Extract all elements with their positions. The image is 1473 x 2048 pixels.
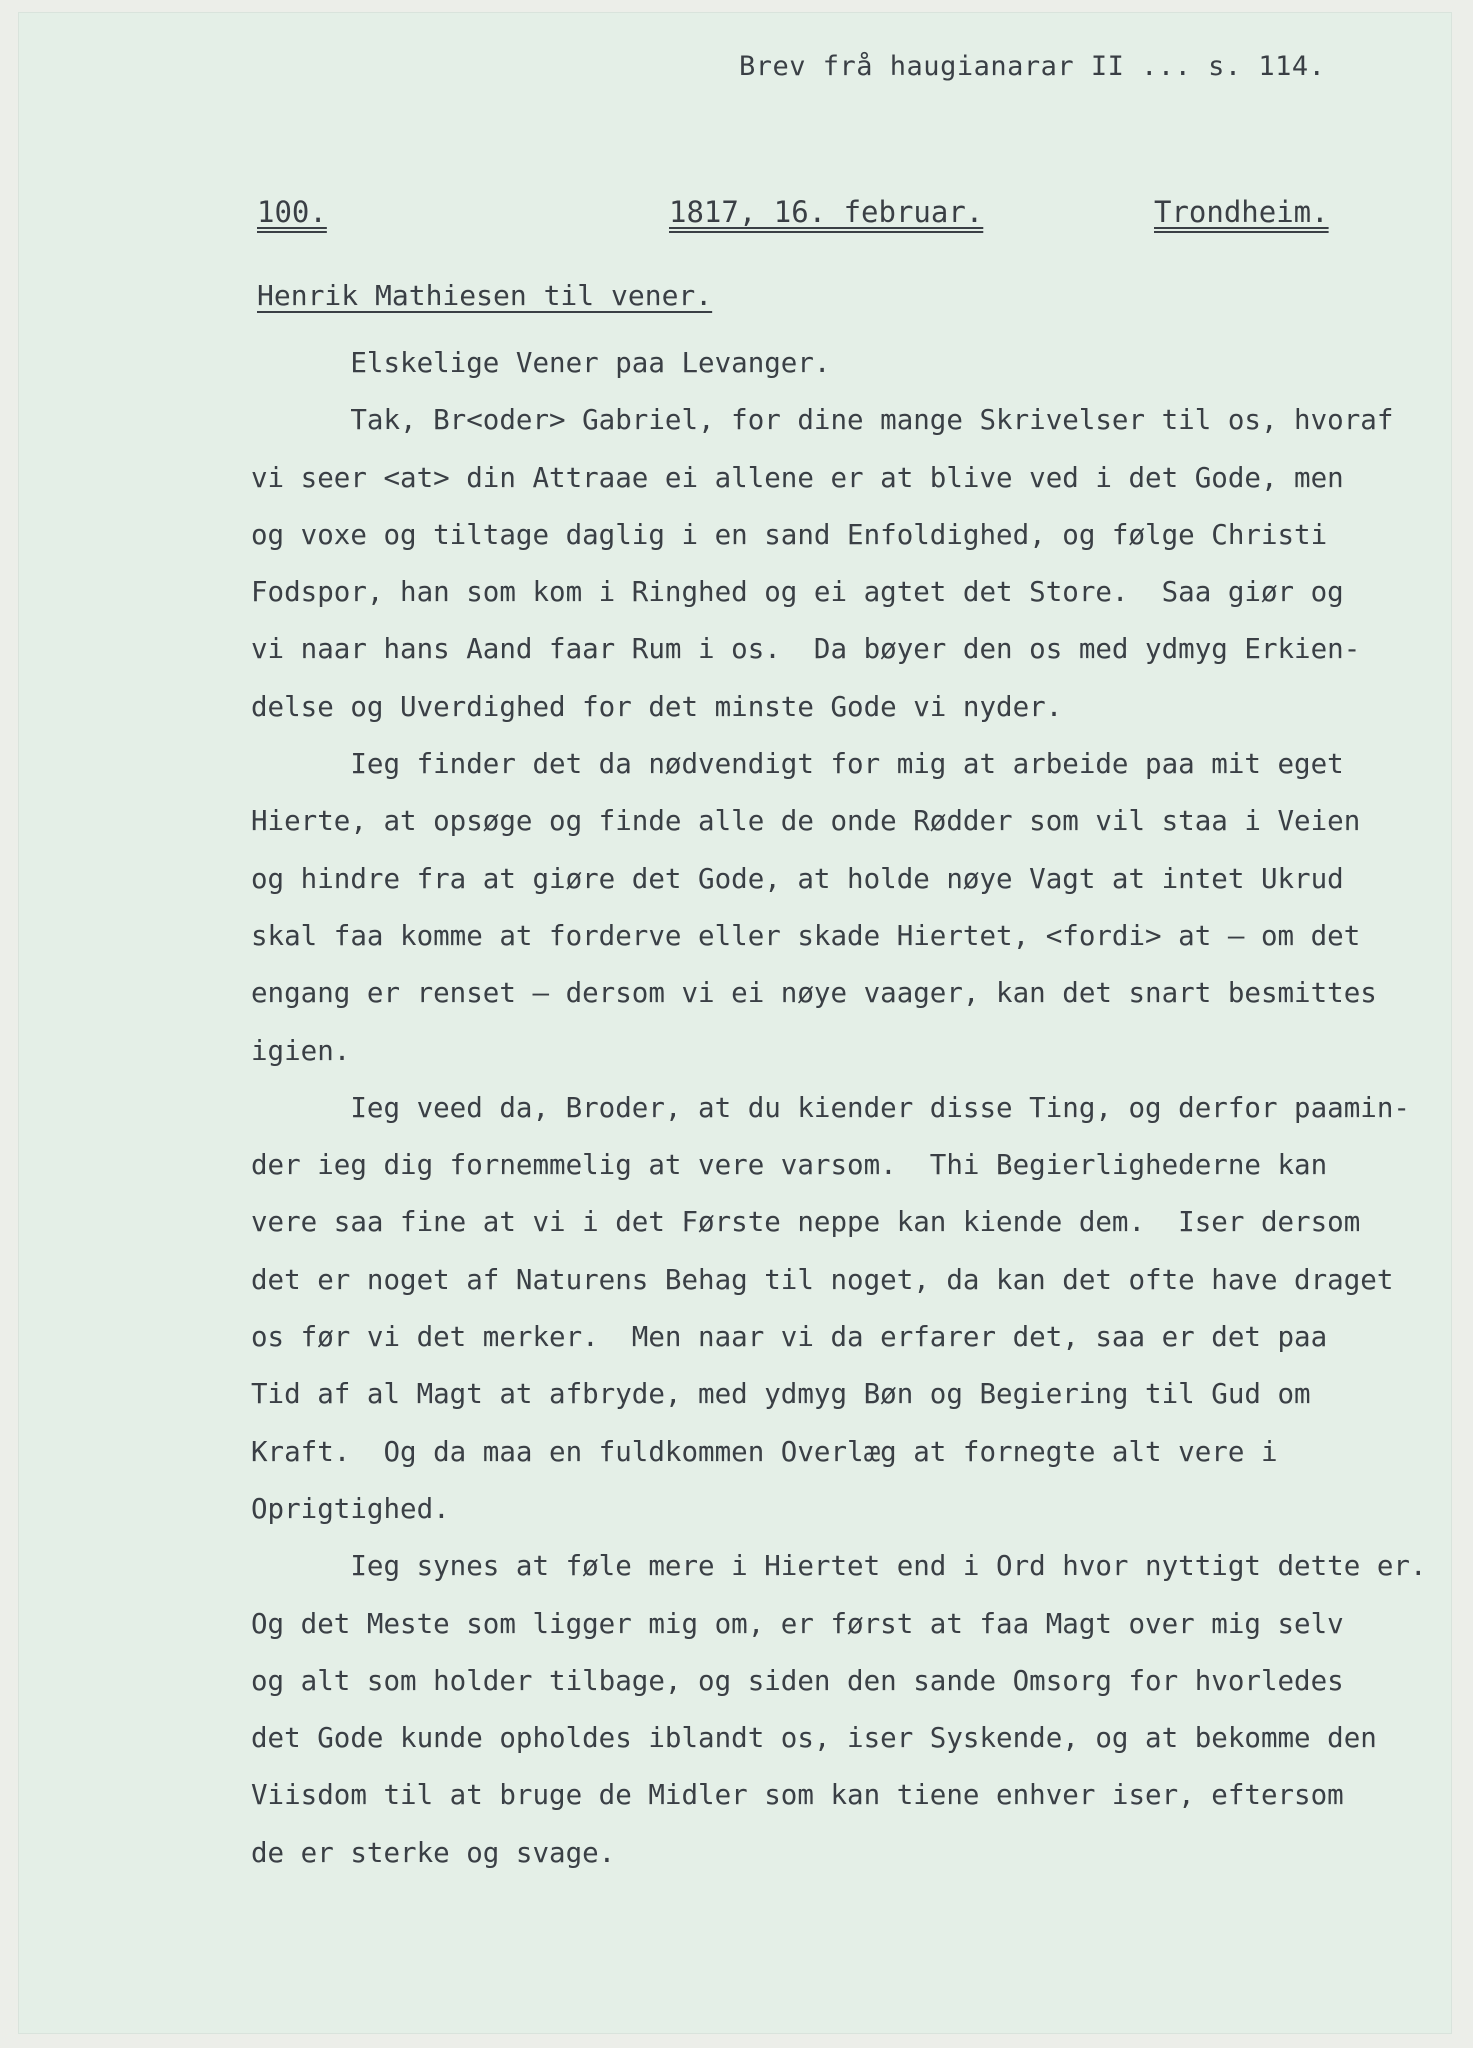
text-line: Ieg veed da, Broder, at du kiender disse Ting, og derfor paamin-: [251, 1091, 1410, 1124]
text-line: og alt som holder tilbage, og siden den sande Omsorg for hvorledes: [251, 1664, 1344, 1697]
text-line: og hindre fra at giøre det Gode, at holde nøye Vagt at intet Ukrud: [251, 862, 1344, 895]
text-line: Elskelige Vener paa Levanger.: [251, 347, 831, 379]
text-line: vi naar hans Aand faar Rum i os. Da bøyer den os med ydmyg Erkien-: [251, 633, 1361, 666]
text-line: det Gode kunde opholdes iblandt os, iser Syskende, og at bekomme den: [251, 1722, 1377, 1755]
letter-date: 1817, 16. februar.: [669, 195, 984, 229]
text-line: engang er renset — dersom vi ei nøye vaager, kan det snart besmittes: [251, 977, 1377, 1010]
text-line: det er noget af Naturens Behag til noget, da kan det ofte have draget: [251, 1263, 1394, 1296]
text-line: os før vi det merker. Men naar vi da erfarer det, saa er det paa: [251, 1321, 1328, 1354]
letter-address: Henrik Mathiesen til vener.: [257, 279, 713, 312]
text-line: der ieg dig fornemmelig at vere varsom. Thi Begierlighederne kan: [251, 1149, 1328, 1182]
letter-body: [251, 335, 1441, 1882]
text-line: vere saa fine at vi i det Første neppe kan kiende dem. Iser dersom: [251, 1206, 1361, 1239]
page-reference: Brev frå haugianarar II ... s. 114.: [739, 51, 1326, 82]
letter-number: 100.: [257, 195, 327, 229]
text-line: Tak, Br<oder> Gabriel, for dine mange Skrivelser til os, hvoraf: [251, 404, 1394, 437]
text-line: Tid af al Magt at afbryde, med ydmyg Bøn og Begiering til Gud om: [251, 1378, 1311, 1411]
text-line: skal faa komme at forderve eller skade Hiertet, <fordi> at — om det: [251, 919, 1361, 952]
text-line: Hierte, at opsøge og finde alle de onde Rødder som vil staa i Veien: [251, 805, 1361, 838]
document-page: [18, 12, 1452, 2034]
text-line: Viisdom til at bruge de Midler som kan tiene enhver iser, eftersom: [251, 1779, 1344, 1812]
text-line: Kraft. Og da maa en fuldkommen Overlæg at fornegte alt vere i: [251, 1435, 1278, 1468]
letter-place: Trondheim.: [1154, 195, 1329, 229]
text-line: delse og Uverdighed for det minste Gode vi nyder.: [251, 690, 1063, 723]
text-line: Oprigtighed.: [251, 1492, 450, 1525]
text-line: Ieg synes at føle mere i Hiertet end i Ord hvor nyttigt dette er.: [251, 1550, 1427, 1583]
text-line: Ieg finder det da nødvendigt for mig at arbeide paa mit eget: [251, 748, 1344, 781]
text-line: de er sterke og svage.: [251, 1836, 616, 1869]
text-line: vi seer <at> din Attraae ei allene er at blive ved i det Gode, men: [251, 461, 1344, 494]
text-line: igien.: [251, 1034, 351, 1067]
text-line: Og det Meste som ligger mig om, er først at faa Magt over mig selv: [251, 1607, 1344, 1640]
text-line: Fodspor, han som kom i Ringhed og ei agtet det Store. Saa giør og: [251, 576, 1344, 609]
text-line: og voxe og tiltage daglig i en sand Enfoldighed, og følge Christi: [251, 518, 1328, 551]
